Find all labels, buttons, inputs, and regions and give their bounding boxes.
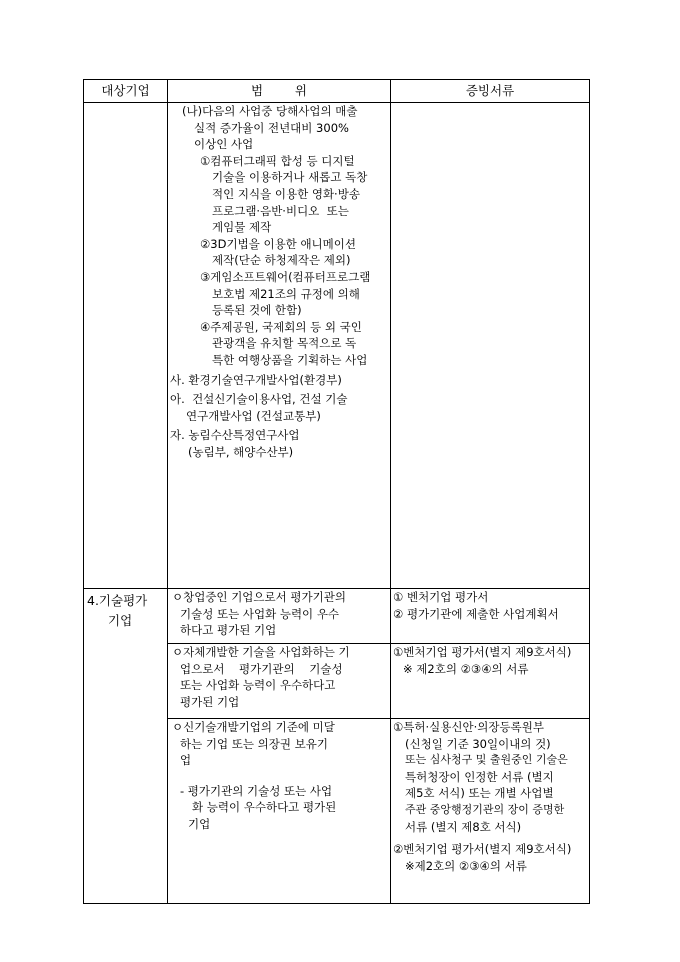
category-cell — [84, 589, 168, 904]
document-line: ※제2호의 ②③④의 서류 — [405, 858, 527, 873]
documents-cell — [391, 644, 590, 719]
scope-line: 또는 사업화 능력이 우수하다고 — [180, 678, 336, 693]
scope-line: 프로그램·음반·비디오 또는 — [212, 203, 349, 218]
scope-line: ㅇ창업중인 기업으로서 평가기관의 — [172, 590, 346, 604]
scope-line: 평가된 기업 — [180, 694, 240, 709]
scope-line: 등록된 것에 한함) — [212, 303, 302, 318]
scope-line: 적인 지식을 이용한 영화·방송 — [212, 186, 360, 201]
document-line: 특허청장이 인정한 서류 (별지 — [405, 769, 554, 784]
scope-line: 아. 건설신기술이용사업, 건설 기술 — [170, 392, 348, 407]
table-row — [84, 103, 590, 589]
scope-line: 하는 기업 또는 의장권 보유기 — [180, 736, 328, 751]
scope-line: 게임물 제작 — [212, 220, 272, 235]
scope-line: 화 능력이 우수하다고 평가된 — [192, 800, 337, 815]
venture-criteria-table — [83, 79, 590, 904]
scope-line: - 평가기관의 기술성 또는 사업 — [180, 783, 333, 798]
scope-line: 기술을 이용하거나 새롭고 독창 — [212, 170, 368, 185]
scope-line: 관광객을 유치할 목적으로 독 — [212, 336, 357, 351]
scope-line: 하다고 평가된 기업 — [180, 623, 277, 638]
category-cell — [84, 103, 168, 589]
scope-cell — [168, 719, 391, 904]
scope-line: ㅇ신기술개발기업의 기준에 미달 — [172, 720, 335, 734]
document-line: ※ 제2호의 ②③④의 서류 — [403, 661, 529, 676]
scope-line: ②3D기법을 이용한 애니메이션 — [200, 236, 356, 251]
document-line: 또는 심사청구 및 출원중인 기술은 — [405, 753, 568, 767]
scope-line: ①컴퓨터그래픽 합성 등 디지털 — [200, 153, 355, 168]
document-line: ①벤처기업 평가서(별지 제9호서식) — [393, 645, 572, 659]
scope-line: 특한 여행상품을 기획하는 사업 — [212, 352, 368, 367]
document-line: ①특허·실용신안·의장등록원부 — [393, 720, 544, 734]
scope-cell — [168, 103, 391, 589]
scope-line: 보호법 제21조의 규정에 의해 — [212, 286, 360, 301]
scope-cell — [168, 644, 391, 719]
category-label: 4.기술평가 — [87, 593, 148, 608]
table-row — [84, 589, 590, 644]
document-line: 제5호 서식) 또는 개별 사업별 — [405, 786, 554, 801]
scope-line: 이상인 사업 — [194, 137, 254, 152]
header-target-company: 대상기업 — [84, 80, 168, 103]
scope-line: 연구개발사업 (건설교통부) — [186, 408, 321, 423]
scope-line: ④주제공원, 국제회의 등 외 국인 — [200, 319, 362, 334]
scope-line: 기업 — [188, 816, 211, 831]
document-line: ②벤처기업 평가서(별지 제9호서식) — [393, 842, 572, 857]
scope-line: 사. 환경기술연구개발사업(환경부) — [170, 372, 342, 387]
scope-line: 자. 농림수산특정연구사업 — [170, 428, 300, 443]
scope-line: (나)다음의 사업중 당해사업의 매출 — [182, 104, 358, 118]
scope-line: 제작(단순 하청제작은 제외) — [212, 253, 351, 268]
scope-line: (농림부, 해양수산부) — [188, 444, 294, 459]
header-row — [84, 80, 590, 103]
document-line: ② 평가기관에 제출한 사업계획서 — [393, 606, 559, 621]
header-documents: 증빙서류 — [391, 80, 590, 103]
scope-line: 업 — [180, 753, 192, 768]
header-scope: 범 위 — [168, 80, 391, 103]
scope-line: 기술성 또는 사업화 능력이 우수 — [180, 606, 340, 621]
document-line: ① 벤처기업 평가서 — [393, 590, 489, 604]
scope-cell — [168, 589, 391, 644]
document-line: 주관 중앙행정기관의 장이 증명한 — [405, 802, 565, 816]
category-label: 기업 — [108, 613, 133, 628]
document-line: (신청일 기준 30일이내의 것) — [405, 736, 551, 751]
scope-line: ③게임소프트웨어(컴퓨터프로그램 — [200, 269, 371, 284]
scope-line: 업으로서 평가기관의 기술성 — [180, 661, 343, 676]
documents-cell — [391, 719, 590, 904]
document-line: 서류 (별지 제8호 서식) — [405, 819, 522, 834]
scope-line: ㅇ자체개발한 기술을 사업화하는 기 — [172, 645, 350, 659]
documents-cell — [391, 589, 590, 644]
scope-line: 실적 증가율이 전년대비 300% — [194, 120, 349, 135]
documents-cell — [391, 103, 590, 589]
